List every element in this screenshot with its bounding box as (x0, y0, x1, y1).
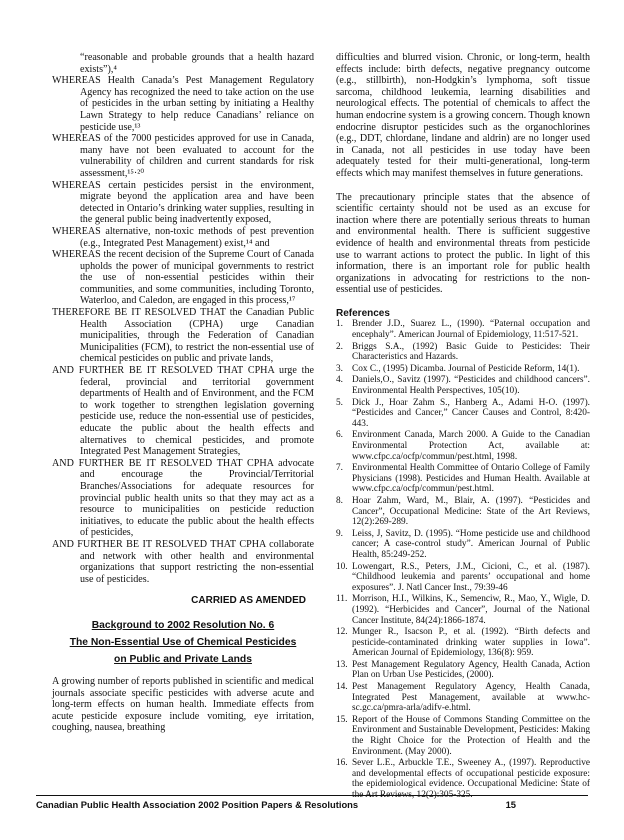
reference-text: Briggs S.A., (1992) Basic Guide to Pesticides: Their Characteristics and Hazards. (352, 341, 590, 363)
reference-number: 7. (336, 463, 343, 474)
reference-number: 6. (336, 430, 343, 441)
continued-fragment: “reasonable and probable grounds that a health hazard exists”),⁴ (80, 52, 314, 75)
whereas-paragraph: WHEREAS of the 7000 pesticides approved for use in Canada, many have not been evaluated to account for the vulnerability of children and current standards for risk assessment,¹⁵·²⁰ (52, 133, 314, 179)
reference-item (336, 430, 590, 462)
reference-text: Daniels,O., Savitz (1997). “Pesticides and childhood cancers”. Environmental Health Perspectives, 105(10). (352, 375, 590, 397)
page-footer (36, 795, 588, 810)
reference-item (336, 375, 590, 396)
reference-text: Brender J.D., Suarez L., (1990). “Paternal occupation and encephaly”. American Journal of Epidemiology, 11:517-521. (352, 319, 590, 341)
resolved-paragraph: AND FURTHER BE IT RESOLVED THAT CPHA urge the federal, provincial and territorial government departments of Health and of Environment, and the FCM to work together to strengthen legislation governing pesticide use, reduce the non-essential use of pesticides, educate the public about the health effects and alternatives to chemical pesticides, and promote Integrated Pest Management Strategies, (52, 365, 314, 458)
reference-text: Environment Canada, March 2000. A Guide to the Canadian Environmental Protection Act, available at: www.cfpc.ca/ocfp/commun/pest.html, 1998. (352, 430, 590, 462)
reference-item (336, 715, 590, 757)
reference-text: Lowengart, R.S., Peters, J.M., Cicioni, C., et al. (1987). “Childhood leukemia and parents’ occupational and home exposures”. J. Natl Cancer Inst., 79:39-46 (352, 561, 590, 593)
reference-item (336, 364, 590, 375)
body-paragraph: The precautionary principle states that the absence of scientific certainty should not be used as an excuse for inaction where there are potentially serious threats to human and environmental health. There is sufficient suggestive evidence of health and environmental threats from pesticide use to warrant actions to protect the public. In light of this information, there is an important role for public health organizations in advocating for restrictions to the non-essential use of pesticides. (336, 191, 590, 296)
resolved-paragraph: AND FURTHER BE IT RESOLVED THAT CPHA advocate and encourage the Provincial/Territorial Branches/Associations for adequate resources for provincial public health units so that they may act as a resource to municipalities on pesticide reduction initiatives, to educate the public about the health effects of pesticides, (52, 457, 314, 539)
right-column (336, 52, 590, 802)
reference-text: Morrison, H.I., Wilkins, K., Semenciw, R., Mao, Y., Wigle, D. (1992). “Herbicides and Cancer”, Journal of the National Cancer Institute, 84(24):1866-1874. (352, 594, 590, 626)
reference-number: 5. (336, 397, 343, 408)
references-list (336, 319, 590, 800)
reference-number: 13. (336, 659, 348, 670)
whereas-paragraph: WHEREAS the recent decision of the Supreme Court of Canada upholds the power of municipal governments to restrict the use of non-essential pesticides within their communities, and some communities, including Toronto, Waterloo, and Caledon, are engaged in this process,¹⁷ (52, 249, 314, 307)
background-heading (52, 619, 314, 666)
reference-item (336, 529, 590, 561)
reference-item (336, 342, 590, 363)
reference-text: Sever L.E., Arbuckle T.E., Sweeney A., (1997). Reproductive and developmental effects of occupational pesticide exposure: the epidemiological evidence. Occupational Medicine: State of the Art Reviews, 12(2):305-325. (352, 758, 590, 800)
background-heading-line-2: The Non-Essential Use of Chemical Pesticides (69, 636, 297, 648)
background-paragraph: A growing number of reports published in scientific and medical journals associate specific pesticides with adverse acute and long-term effects on human health. Immediate effects from acute pesticide exposure include vomiting, eye irritation, coughing, nausea, breathing (52, 675, 314, 734)
reference-item (336, 398, 590, 430)
whereas-paragraph: WHEREAS alternative, non-toxic methods of pest prevention (e.g., Integrated Pest Management) exist,¹⁴ and (52, 225, 314, 249)
reference-item (336, 682, 590, 714)
reference-text: Pest Management Regulatory Agency, Health Canada, Integrated Pest Management, available at www.hc-sc.gc.ca/pmra-arla/adifv-e.html. (352, 682, 590, 714)
reference-number: 4. (336, 375, 343, 386)
page-number: 15 (505, 799, 516, 810)
reference-item (336, 594, 590, 626)
resolved-paragraph: AND FURTHER BE IT RESOLVED THAT CPHA collaborate and network with other health and environmental organizations that support restricting the non-essential use of pesticides. (52, 538, 314, 585)
references-heading: References (336, 307, 390, 319)
reference-number: 1. (336, 319, 343, 330)
reference-number: 16. (336, 758, 348, 769)
reference-number: 9. (336, 528, 343, 539)
reference-number: 12. (336, 627, 348, 638)
reference-text: Dick J., Hoar Zahm S., Hanberg A., Adami H-O. (1997). “Pesticides and Cancer,” Cancer Causes and Control, 8:420-443. (352, 397, 590, 429)
reference-item (336, 660, 590, 681)
reference-number: 2. (336, 341, 343, 352)
reference-text: Cox C., (1995) Dicamba. Journal of Pesticide Reform, 14(1). (352, 363, 580, 374)
reference-text: Pest Management Regulatory Agency, Health Canada, Action Plan on Urban Use Pesticides, (2000). (352, 659, 590, 681)
reference-number: 15. (336, 714, 348, 725)
left-column (52, 52, 314, 734)
reference-item (336, 463, 590, 495)
reference-item (336, 319, 590, 340)
background-heading-line-3: on Public and Private Lands (114, 653, 252, 665)
reference-text: Report of the House of Commons Standing Committee on the Environment and Sustainable Development, Pesticides: Making the Right Choice for the Protection of Health and the Environment. (May 2000). (352, 714, 590, 757)
reference-number: 11. (336, 594, 348, 605)
resolved-paragraph: THEREFORE BE IT RESOLVED THAT the Canadian Public Health Association (CPHA) urge Canadian municipalities, through the Federation of Canadian Municipalities (FCM), to restrict the non-essential use of chemical pesticides on public and private lands, (52, 307, 314, 365)
reference-number: 3. (336, 363, 343, 374)
footer-title: Canadian Public Health Association 2002 Position Papers & Resolutions (36, 799, 359, 810)
reference-text: Environmental Health Committee of Ontario College of Family Physicians (1998). Pesticides and Human Health. Available at www.cfpc.ca/ocfp/commun/pest.html. (352, 463, 590, 495)
reference-text: Hoar Zahm, Ward, M., Blair, A. (1997). “Pesticides and Cancer”, Occupational Medicine: State of the Art Reviews, 12(2):269-289. (352, 495, 590, 528)
whereas-paragraph: WHEREAS Health Canada’s Pest Management Regulatory Agency has recognized the need to take action on the use of pesticides in the urban setting by initiating a Healthy Lawn Strategy to help reduce Canadians’ reliance on pesticide use,¹³ (52, 75, 314, 133)
reference-text: Leiss, J, Savitz, D. (1995). “Home pesticide use and childhood cancer; A case-control study”. American Journal of Public Health, 85:249-252. (352, 528, 590, 560)
body-paragraph: difficulties and blurred vision. Chronic, or long-term, health effects include: birth defects, negative pregnancy outcome (e.g., stillbirth), non-Hodgkin’s lymphoma, soft tissue sarcoma, childhood leukemia, learning disabilities and neurological effects. The potential of chemicals to affect the human endocrine system is a growing concern. Though known endocrine disruptor pesticides such as the organochlorines (e.g., DDT, chlordane, lindane and aldrin) are no longer used in Canada, not all pesticides in use today have been adequately tested for their multi-generational, long-term effects which may manifest themselves in future generations. (336, 52, 590, 179)
reference-item (336, 496, 590, 528)
reference-number: 14. (336, 682, 348, 693)
reference-number: 10. (336, 561, 348, 572)
reference-text: Munger R., Isacson P., et al. (1992). “Birth defects and pesticide-contaminated drinking water supplies in Iowa”. American Journal of Epidemiology, 136(8): 959. (352, 627, 590, 659)
whereas-paragraph: WHEREAS certain pesticides persist in the environment, migrate beyond the application area and have been detected in Ontario’s drinking water supplies, resulting in the general public being inadvertently exposed, (52, 179, 314, 226)
background-heading-line-1: Background to 2002 Resolution No. 6 (91, 619, 275, 631)
reference-number: 8. (336, 495, 343, 506)
carried-as-amended: CARRIED AS AMENDED (191, 595, 306, 607)
reference-item (336, 562, 590, 594)
reference-item (336, 627, 590, 659)
